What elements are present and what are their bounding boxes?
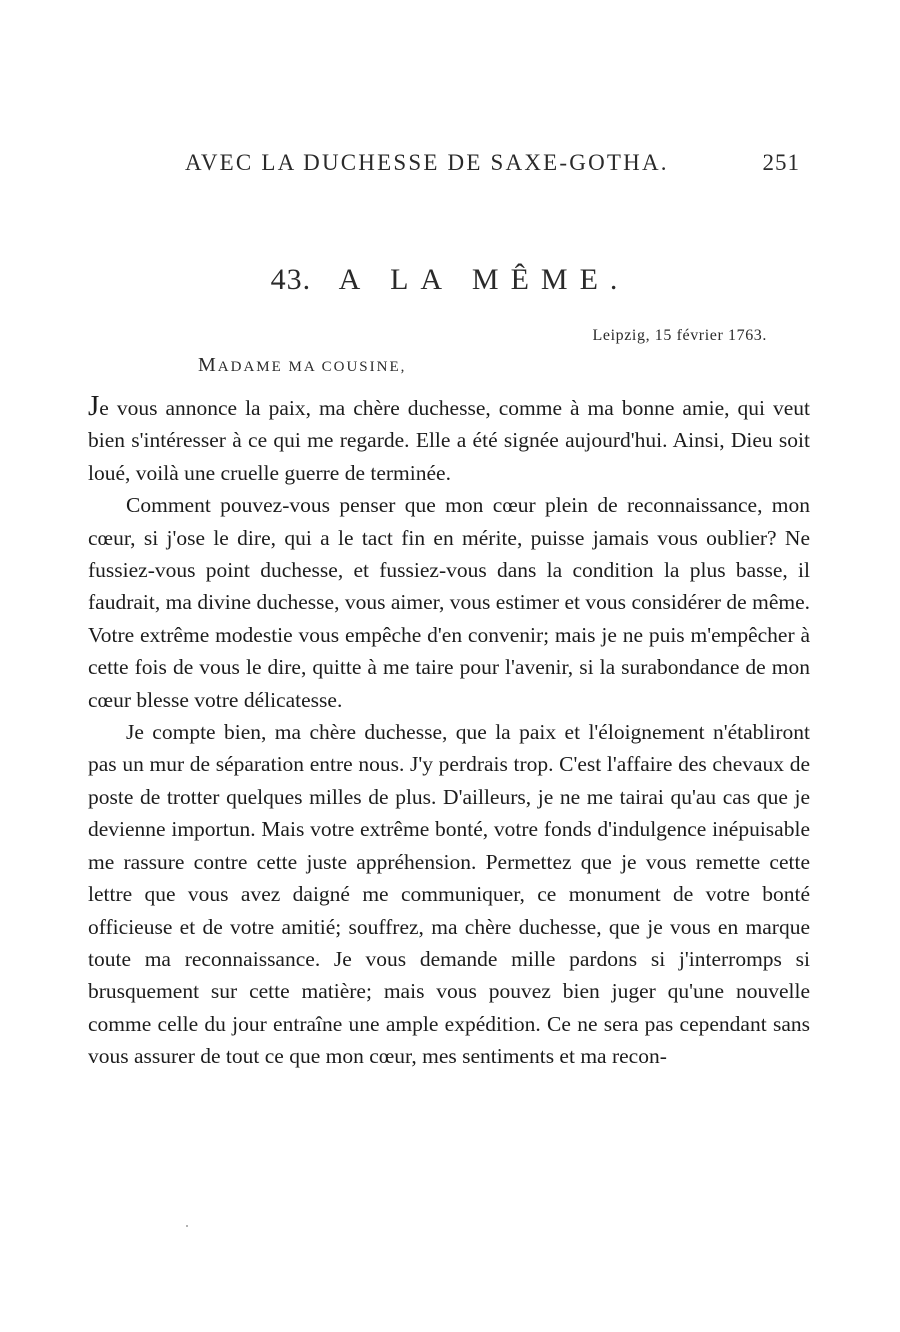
paragraph-3: Je compte bien, ma chère duchesse, que la paix et l'éloignement n'établiront pas un mur de séparation entre nous. J'y perdrais trop. C'est l'affaire des chevaux de poste de trotter quelques milles de plus. D'ailleurs, je ne me tairai qu'au cas que je devienne importun. Mais votre extrême bonté, votre fonds d'indulgence inépuisable me rassure contre cette juste appréhension. Permettez que je vous remette cette lettre que vous avez daigné me communiquer, ce monument de votre bonté officieuse et de votre amitié; souffrez, ma chère duchesse, que je vous en marque toute ma reconnaissance. Je vous demande mille pardons si j'interromps si brusquement sur cette matière; mais vous pouvez bien juger qu'une nouvelle comme celle du jour entraîne une ample expédition. Ce ne sera pas cependant sans vous assurer de tout ce que mon cœur, mes sentiments et ma recon- — [88, 720, 810, 1069]
letter-heading — [0, 263, 900, 297]
letter-number: 43. — [270, 263, 312, 296]
running-title: AVEC LA DUCHESSE DE SAXE-GOTHA. — [185, 150, 669, 175]
letter-body — [88, 390, 810, 1073]
dateline: Leipzig, 15 février 1763. — [592, 327, 767, 344]
paragraph-2: Comment pouvez-vous penser que mon cœur plein de reconnaissance, mon cœur, si j'ose le dire, qui a le tact fin en mérite, puisse jamais vous oublier? Ne fussiez-vous point duchesse, et fussiez-vous dans la condition la plus basse, il faudrait, ma divine duchesse, vous aimer, vous estimer et vous considérer de même. Votre extrême modestie vous empêche d'en convenir; mais je ne puis m'empêcher à cette fois de vous le dire, quitte à me taire pour l'avenir, si la surabondance de mon cœur blesse votre délicatesse. — [88, 493, 810, 712]
ink-speck — [186, 1225, 188, 1227]
salutation — [198, 354, 406, 377]
running-head — [185, 150, 800, 180]
paragraph-1: Je vous annonce la paix, ma chère duchesse, comme à ma bonne amie, qui veut bien s'intéresser à ce qui me regarde. Elle a été signée aujourd'hui. Ainsi, Dieu soit loué, voilà une cruelle guerre de terminée. — [88, 390, 810, 485]
letter-title: A LA MÊME. — [338, 263, 630, 296]
page-number: 251 — [762, 150, 800, 175]
salutation-text: MADAME MA COUSINE, — [198, 354, 407, 376]
